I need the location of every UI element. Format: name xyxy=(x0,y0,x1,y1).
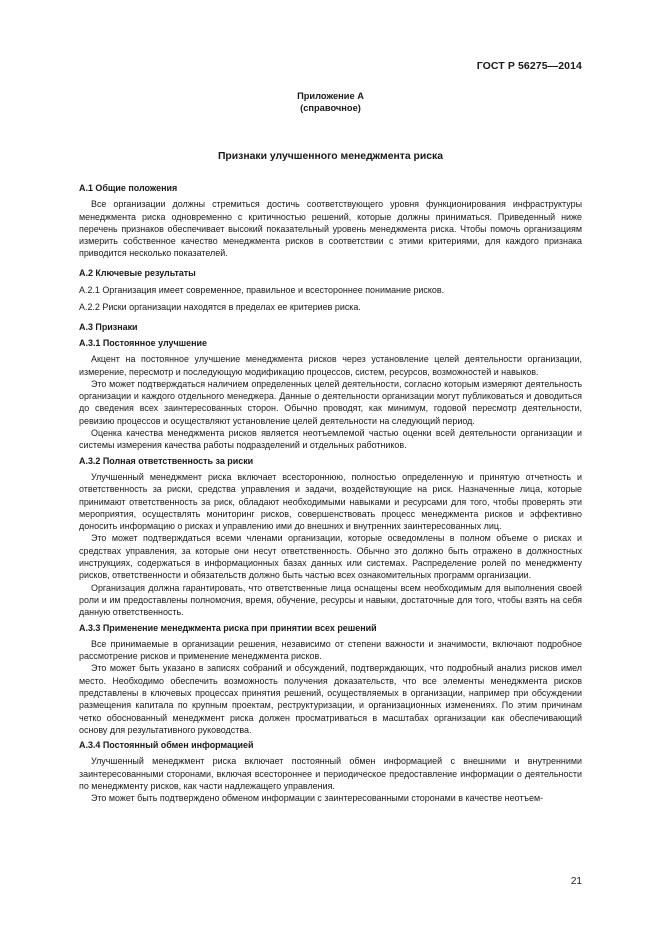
document-title: Признаки улучшенного менеджмента риска xyxy=(217,151,444,162)
section-a32-title: А.3.2 Полная ответственность за риски xyxy=(79,455,254,466)
section-a33-title: А.3.3 Применение менеджмента риска при принятии всех решений xyxy=(79,622,377,633)
section-a31-paragraph-3: Оценка качества менеджмента рисков является неотъемлемой частью оценки всей деятельности организации и системы измерения качества работы подразделений и отдельных работников. xyxy=(79,428,582,451)
section-a32-paragraph-3: Организация должна гарантировать, что ответственные лица оснащены всем необходимым для выполнения своей роли и им предоставлены полномочия, время, обучение, ресурсы и навыки, достаточные для того, чтобы взять на себя данную ответственность. xyxy=(79,582,582,618)
section-a2-title: А.2 Ключевые результаты xyxy=(79,267,196,278)
section-a34-title: А.3.4 Постоянный обмен информацией xyxy=(79,740,254,751)
section-a34-paragraph-1: Улучшенный менеджмент риска включает постоянный обмен информацией с внешними и внутренними заинтересованными сторонами, включая всестороннее и периодическое предоставление информации о деятельности по менеджменту рисков, как части надлежащего управления. xyxy=(79,756,582,792)
section-a33-paragraph-1: Все принимаемые в организации решения, независимо от степени важности и значимости, включают подробное рассмотрение рисков и применение менеджмента рисков. xyxy=(79,638,582,662)
annex-kind: (справочное) xyxy=(300,103,361,113)
section-a1-paragraph: Все организации должны стремиться достичь соответствующего уровня функционирования инфраструктуры менеджмента риска одновременно с критичностью решений, которые должны приниматься. Приведенный ниже перечень признаков обеспечивает высокий показательный уровень менеджмента риска. Чтобы помочь организациям измерить собственное качество менеджмента рисков в соответствии с этими критериями, для каждого признака приводится несколько показателей. xyxy=(79,199,582,259)
section-a34-paragraph-2: Это может быть подтверждено обменом информации с заинтересованными сторонами в качестве неотъем- xyxy=(91,793,544,804)
page-number: 21 xyxy=(570,876,582,887)
section-a33-paragraph-2: Это может быть указано в записях собраний и обсуждений, подтверждающих, что подробный анализ рисков имел место. Необходимо обеспечить возможность получения доказательств, что все элементы менеджмента рисков представлены в ключевых процессах принятия решений, осуществляемых в организации, например при обсуждении размещения капитала по крупным проектам, реструктуризации, и организационных изменениях. По этим причинам четко обоснованный менеджмент риска должен просматриваться в масштабах организации как обеспечивающий основу для результативного руководства. xyxy=(79,663,582,735)
section-a31-paragraph-2: Это может подтверждаться наличием определенных целей деятельности, согласно которым измеряют деятельность организации и каждого отдельного менеджера. Данные о деятельности организации могут публиковаться и доводиться до сведения всех заинтересованных сторон. Обычно проводят, как минимум, годовой пересмотр деятельности, ревизию процессов и осуществляют установление целей деятельности на следующий период. xyxy=(79,378,582,426)
document-body xyxy=(79,182,582,805)
annex-heading xyxy=(79,90,582,114)
section-a31-title: А.3.1 Постоянное улучшение xyxy=(79,337,207,348)
clause-a21: А.2.1 Организация имеет современное, правильное и всестороннее понимание рисков. xyxy=(79,285,445,296)
clause-a22: А.2.2 Риски организации находятся в пределах ее критериев риска. xyxy=(79,302,361,313)
section-a32-paragraph-2: Это может подтверждаться всеми членами организации, которые осведомлены в полном объеме о рисках и средствах управления, за которые они несут ответственность. Обычно это должно быть отражено в должностных инструкциях, содержаться в информационных базах данных или системах. Распределение ролей по менеджменту рисков, ответственности и обязательств должно быть частью всех ознакомительных программ организации. xyxy=(79,533,582,581)
annex-title: Приложение А xyxy=(297,91,364,101)
section-a31-paragraph-1: Акцент на постоянное улучшение менеджмента рисков через установление целей деятельности организации, измерение, пересмотр и последующую модификацию процессов, систем, ресурсов, возможностей и навыков. xyxy=(79,354,582,377)
standard-code: ГОСТ Р 56275—2014 xyxy=(476,60,582,72)
section-a3-title: А.3 Признаки xyxy=(79,321,138,332)
section-a1-title: А.1 Общие положения xyxy=(79,183,178,193)
section-a32-paragraph-1: Улучшенный менеджмент риска включает всестороннюю, полностью определенную и принятую отчетность и ответственность за риски, средства управления и задачи, воздействующие на риск. Назначенные лица, которые принимают ответственность за риск, обладают необходимыми навыками и ресурсами для того, чтобы проверять эти мероприятия, осуществлять мониторинг рисков, совершенствовать процесс менеджмента рисков и эффективно доносить информацию о рисках и управлению ими до внешних и внутренних заинтересованных лиц. xyxy=(79,471,582,532)
